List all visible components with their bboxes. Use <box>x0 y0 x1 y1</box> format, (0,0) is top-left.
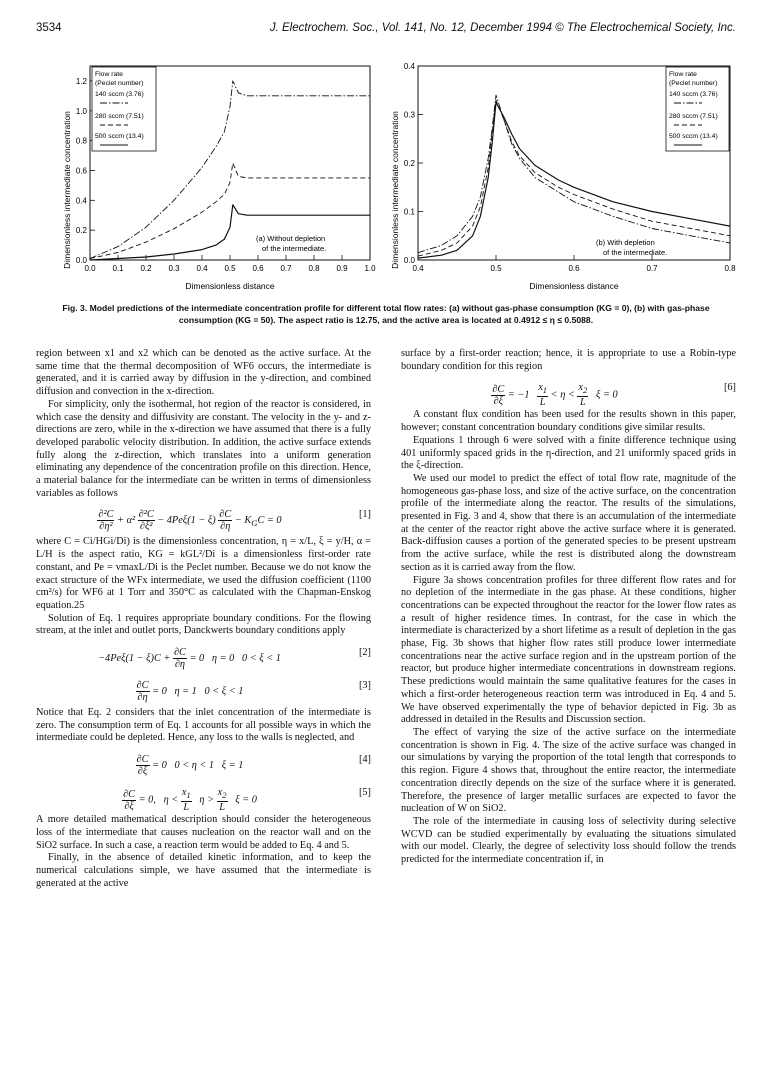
panel-label-line-1: (b) With depletion <box>596 238 655 247</box>
y-tick-label: 0.2 <box>75 226 87 236</box>
x-tick-label: 0.0 <box>84 264 96 273</box>
y-tick-label: 0.2 <box>403 159 415 168</box>
equation-6 <box>401 376 736 409</box>
series-line <box>90 205 370 260</box>
legend-entry-2: 280 sccm (7.51) <box>95 113 144 120</box>
journal-citation: J. Electrochem. Soc., Vol. 141, No. 12, December 1994 © The Electrochemical Society, Inc. <box>269 22 736 34</box>
legend-title-1: Flow rate <box>95 71 123 78</box>
equation-body: $\frac{\text{∂²C}}{\text{∂η²}}$ + α² $\frac{\text{∂²C}}{\text{∂ξ²}}$ − 4Peξ(1 − ξ) $\frac{\partial C}{\partial\eta}$ − $K_GC = 0$ <box>98 509 282 533</box>
legend <box>92 67 156 151</box>
y-tick-label: 0.4 <box>403 62 415 71</box>
equation-4 <box>36 748 371 778</box>
page-number: 3534 <box>36 22 62 34</box>
paragraph: A more detailed mathematical description should consider the heterogeneous loss of the intermediate that causes nucleation on the reactor wall and on the SiO2 surface. In such a case, a reaction term would be added to Eq. 4 and 5. <box>36 814 371 851</box>
legend-entry-3: 500 sccm (13.4) <box>669 133 718 140</box>
legend-entry-1: 140 sccm (3.76) <box>669 91 718 98</box>
legend-title-1: Flow rate <box>669 71 697 78</box>
x-tick-label: 0.7 <box>280 264 292 273</box>
paragraph: For simplicity, only the isothermal, hot region of the reactor is considered, in which case the density and diffusivity are constant. The velocity in the y- and z-directions are zero, while in the x-direction we have assumed that there is a fully developed parabolic velocity distribution. In addition, the active surface extends fully along the z-direction, which translates into a uniform generation eliminating any dependence of the concentration profile on this direction. Hence, a material balance for the intermediate can be written in terms of dimensionless variables as follows <box>36 398 371 499</box>
y-tick-label: 1.0 <box>75 106 87 116</box>
equation-5 <box>36 781 371 814</box>
paragraph: Notice that Eq. 2 considers that the inlet concentration of the intermediate is zero. The consumption term of Eq. 1 accounts for all possible ways in which the intermediate could be depleted. Hence, any loss to the walls is neglected, and <box>36 707 371 744</box>
y-tick-label: 0.8 <box>75 136 87 146</box>
x-tick-label: 0.5 <box>490 264 502 273</box>
paragraph: Equations 1 through 6 were solved with a finite difference technique using 401 uniformly spaced grids in the η-direction, and 21 uniformly spaced grids in the ξ-direction. <box>401 434 736 472</box>
paragraph: region between x1 and x2 which can be denoted as the active surface. At the same time that the thermal decomposition of WF6 occurs, the intermediate is generated, and it is carried away by diffusion in the y-direction, and combined diffusion and convection in the x-direction. <box>36 348 371 398</box>
page-header <box>36 22 736 38</box>
y-tick-label: 0.0 <box>403 256 415 265</box>
legend <box>666 67 729 151</box>
chart-panel-b <box>390 62 736 291</box>
paragraph: The role of the intermediate in causing loss of selectivity during selective WCVD can be studied experimentally by evaluating the situations simulated with our model. Clearly, the degree of selectivity loss should follow the trends predicted for the intermediate concentration if, in <box>401 815 736 866</box>
equation-number: [3] <box>358 680 371 692</box>
equation-body: $\frac{\partial C}{\partial\xi}$ = −1 $\frac{x_1}{L}$ < η < $\frac{x_2}{L}$ ξ = 0 <box>492 382 618 409</box>
figure-caption: Fig. 3. Model predictions of the intermediate concentration profile for different total flow rates: (a) without gas-phase consumption (KG = 0), (b) with gas-phase consumption (KG = 50). The aspect ratio is 12.75, and the active area is located at 0.4912 ≤ η ≤ 0.5088. <box>62 303 710 325</box>
y-tick-label: 0.6 <box>75 166 87 176</box>
equation-body: −4Peξ(1 − ξ)C + $\frac{\partial C}{\partial\eta}$ = 0 η = 0 0 < ξ < 1 <box>98 647 281 671</box>
equation-3 <box>36 674 371 704</box>
legend-title-2: (Peclet number) <box>95 80 144 87</box>
x-tick-label: 0.8 <box>308 264 320 273</box>
x-tick-label: 0.7 <box>646 264 658 273</box>
x-tick-label: 0.6 <box>252 264 264 273</box>
x-axis-label: Dimensionless distance <box>185 281 275 291</box>
paragraph: A constant flux condition has been used for the results shown in this paper, however; constant concentration boundary conditions give similar results. <box>401 409 736 434</box>
x-ticks <box>412 255 736 273</box>
legend-entry-1: 140 sccm (3.76) <box>95 91 144 98</box>
chart-panel-a <box>62 66 376 291</box>
x-tick-label: 0.6 <box>568 264 580 273</box>
paragraph: Finally, in the absence of detailed kinetic information, and to keep the numerical calculations simple, we have assumed that the intermediate is generated at the active <box>36 852 371 889</box>
equation-number: [4] <box>358 754 371 766</box>
panel-label-line-2: of the intermediate. <box>262 244 327 253</box>
x-tick-label: 0.5 <box>224 264 236 273</box>
panel-label-line-1: (a) Without depletion <box>256 234 326 243</box>
x-tick-label: 0.8 <box>724 264 736 273</box>
x-tick-label: 0.2 <box>140 264 152 273</box>
equation-body: $\frac{\partial C}{\partial\eta}$ = 0 η = 1 0 < ξ < 1 <box>136 680 244 704</box>
equation-2 <box>36 641 371 671</box>
figure-3 <box>0 55 768 295</box>
series-line <box>90 163 370 259</box>
y-tick-label: 0.3 <box>403 110 415 120</box>
equation-body: $\frac{\partial C}{\partial\xi}$ = 0, η < $\frac{x_1}{L}$ η > $\frac{x_2}{L}$ ξ = 0 <box>123 787 257 814</box>
equation-body: $\frac{\partial C}{\partial\xi}$ = 0 0 < η < 1 ξ = 1 <box>136 754 244 778</box>
equation-number: [5] <box>358 787 371 799</box>
y-axis-label: Dimensionless intermediate concentration <box>390 111 400 269</box>
paragraph: surface by a first-order reaction; hence, it is appropriate to use a Robin-type boundary condition for this region <box>401 348 736 372</box>
equation-number: [6] <box>723 382 736 394</box>
x-axis-label: Dimensionless distance <box>529 281 619 291</box>
y-tick-label: 0.1 <box>403 207 415 217</box>
paragraph: Figure 3a shows concentration profiles for three different flow rates and for no depletion of the intermediate in the gas phase. At these conditions, higher concentrations can be expected throughout the reactor for the lower flow rates as a result of higher residence times. In contrast, for the case in which the intermediate is characterized by a short lifetime as a result of depletion in the gas phase, Fig. 3b shows that higher flow rates still produce lower intermediate concentrations near the active surface region and in the upstream portion of the reactor, but produce higher intermediate concentrations in downstream regions. These predictions would maintain the same qualitative features for the cases in which a first-order heterogeneous reaction term was introduced in Eq. 4 and 5. We have observed experimentally the type of behavior depicted in Fig. 3b as addressed in detailed in the Results and Discussion section. <box>401 574 736 726</box>
equation-1 <box>36 503 371 533</box>
y-tick-label: 0.4 <box>75 196 87 206</box>
paragraph: The effect of varying the size of the active surface on the intermediate concentration is shown in Fig. 4. The size of the active surface was changed in our simulations by varying the proportion of the total length that corresponds to this region. Figure 4 shows that, throughout the entire reactor, the intermediate concentration directly depends on the size of the surface where it is generated. Therefore, the presence of larger metallic surfaces are expected to favor the nucleation of W on SiO2. <box>401 726 736 815</box>
x-tick-label: 0.9 <box>336 264 348 273</box>
paragraph: We used our model to predict the effect of total flow rate, magnitude of the homogeneous gas-phase loss, and size of the active surface, on the concentration profile of the intermediate along the reactor. The results of the simulations, presented in Fig. 3 and 4, show that there is an accumulation of the intermediate at the center of the reactor right above the active surface where it is generated. Back-diffusion causes a portion of the generated species to be present upstream from the active surface, while the rest is distributed along the downstream section as it is carried away from the flow. <box>401 472 736 573</box>
x-tick-label: 0.1 <box>112 264 124 273</box>
y-tick-label: 0.0 <box>75 256 87 265</box>
equation-number: [1] <box>358 509 371 521</box>
y-tick-label: 1.2 <box>75 76 87 86</box>
x-tick-label: 0.4 <box>196 264 208 273</box>
paragraph: Solution of Eq. 1 requires appropriate boundary conditions. For the flowing stream, at the inlet and outlet ports, Danckwerts boundary conditions apply <box>36 612 371 637</box>
y-ticks <box>404 62 423 265</box>
x-tick-label: 0.4 <box>412 264 424 273</box>
paragraph: where C = Ci/HGi/Di) is the dimensionless concentration, η = x/L, ξ = y/H, α = L/H is the aspect ratio, KG = kGL²/Di is a dimensionless first-order rate constant, and Pe = vmaxL/Di is the Peclet number. Because we do not know the exact structure of the WFx intermediate, we used the diffusion coefficient (1100 cm²/s) for WF6 at 1 Torr and 350°C as calculated with the Chapman-Enskog equation.25 <box>36 536 371 611</box>
legend-entry-2: 280 sccm (7.51) <box>669 113 718 120</box>
legend-title-2: (Peclet number) <box>669 80 718 87</box>
equation-number: [2] <box>358 647 371 659</box>
x-tick-label: 0.3 <box>168 264 180 273</box>
legend-entry-3: 500 sccm (13.4) <box>95 133 144 140</box>
right-column <box>401 348 736 867</box>
y-axis-label: Dimensionless intermediate concentration <box>62 111 72 269</box>
left-column <box>36 348 371 890</box>
x-tick-label: 1.0 <box>364 264 376 273</box>
panel-label-line-2: of the intermediate. <box>603 248 668 257</box>
